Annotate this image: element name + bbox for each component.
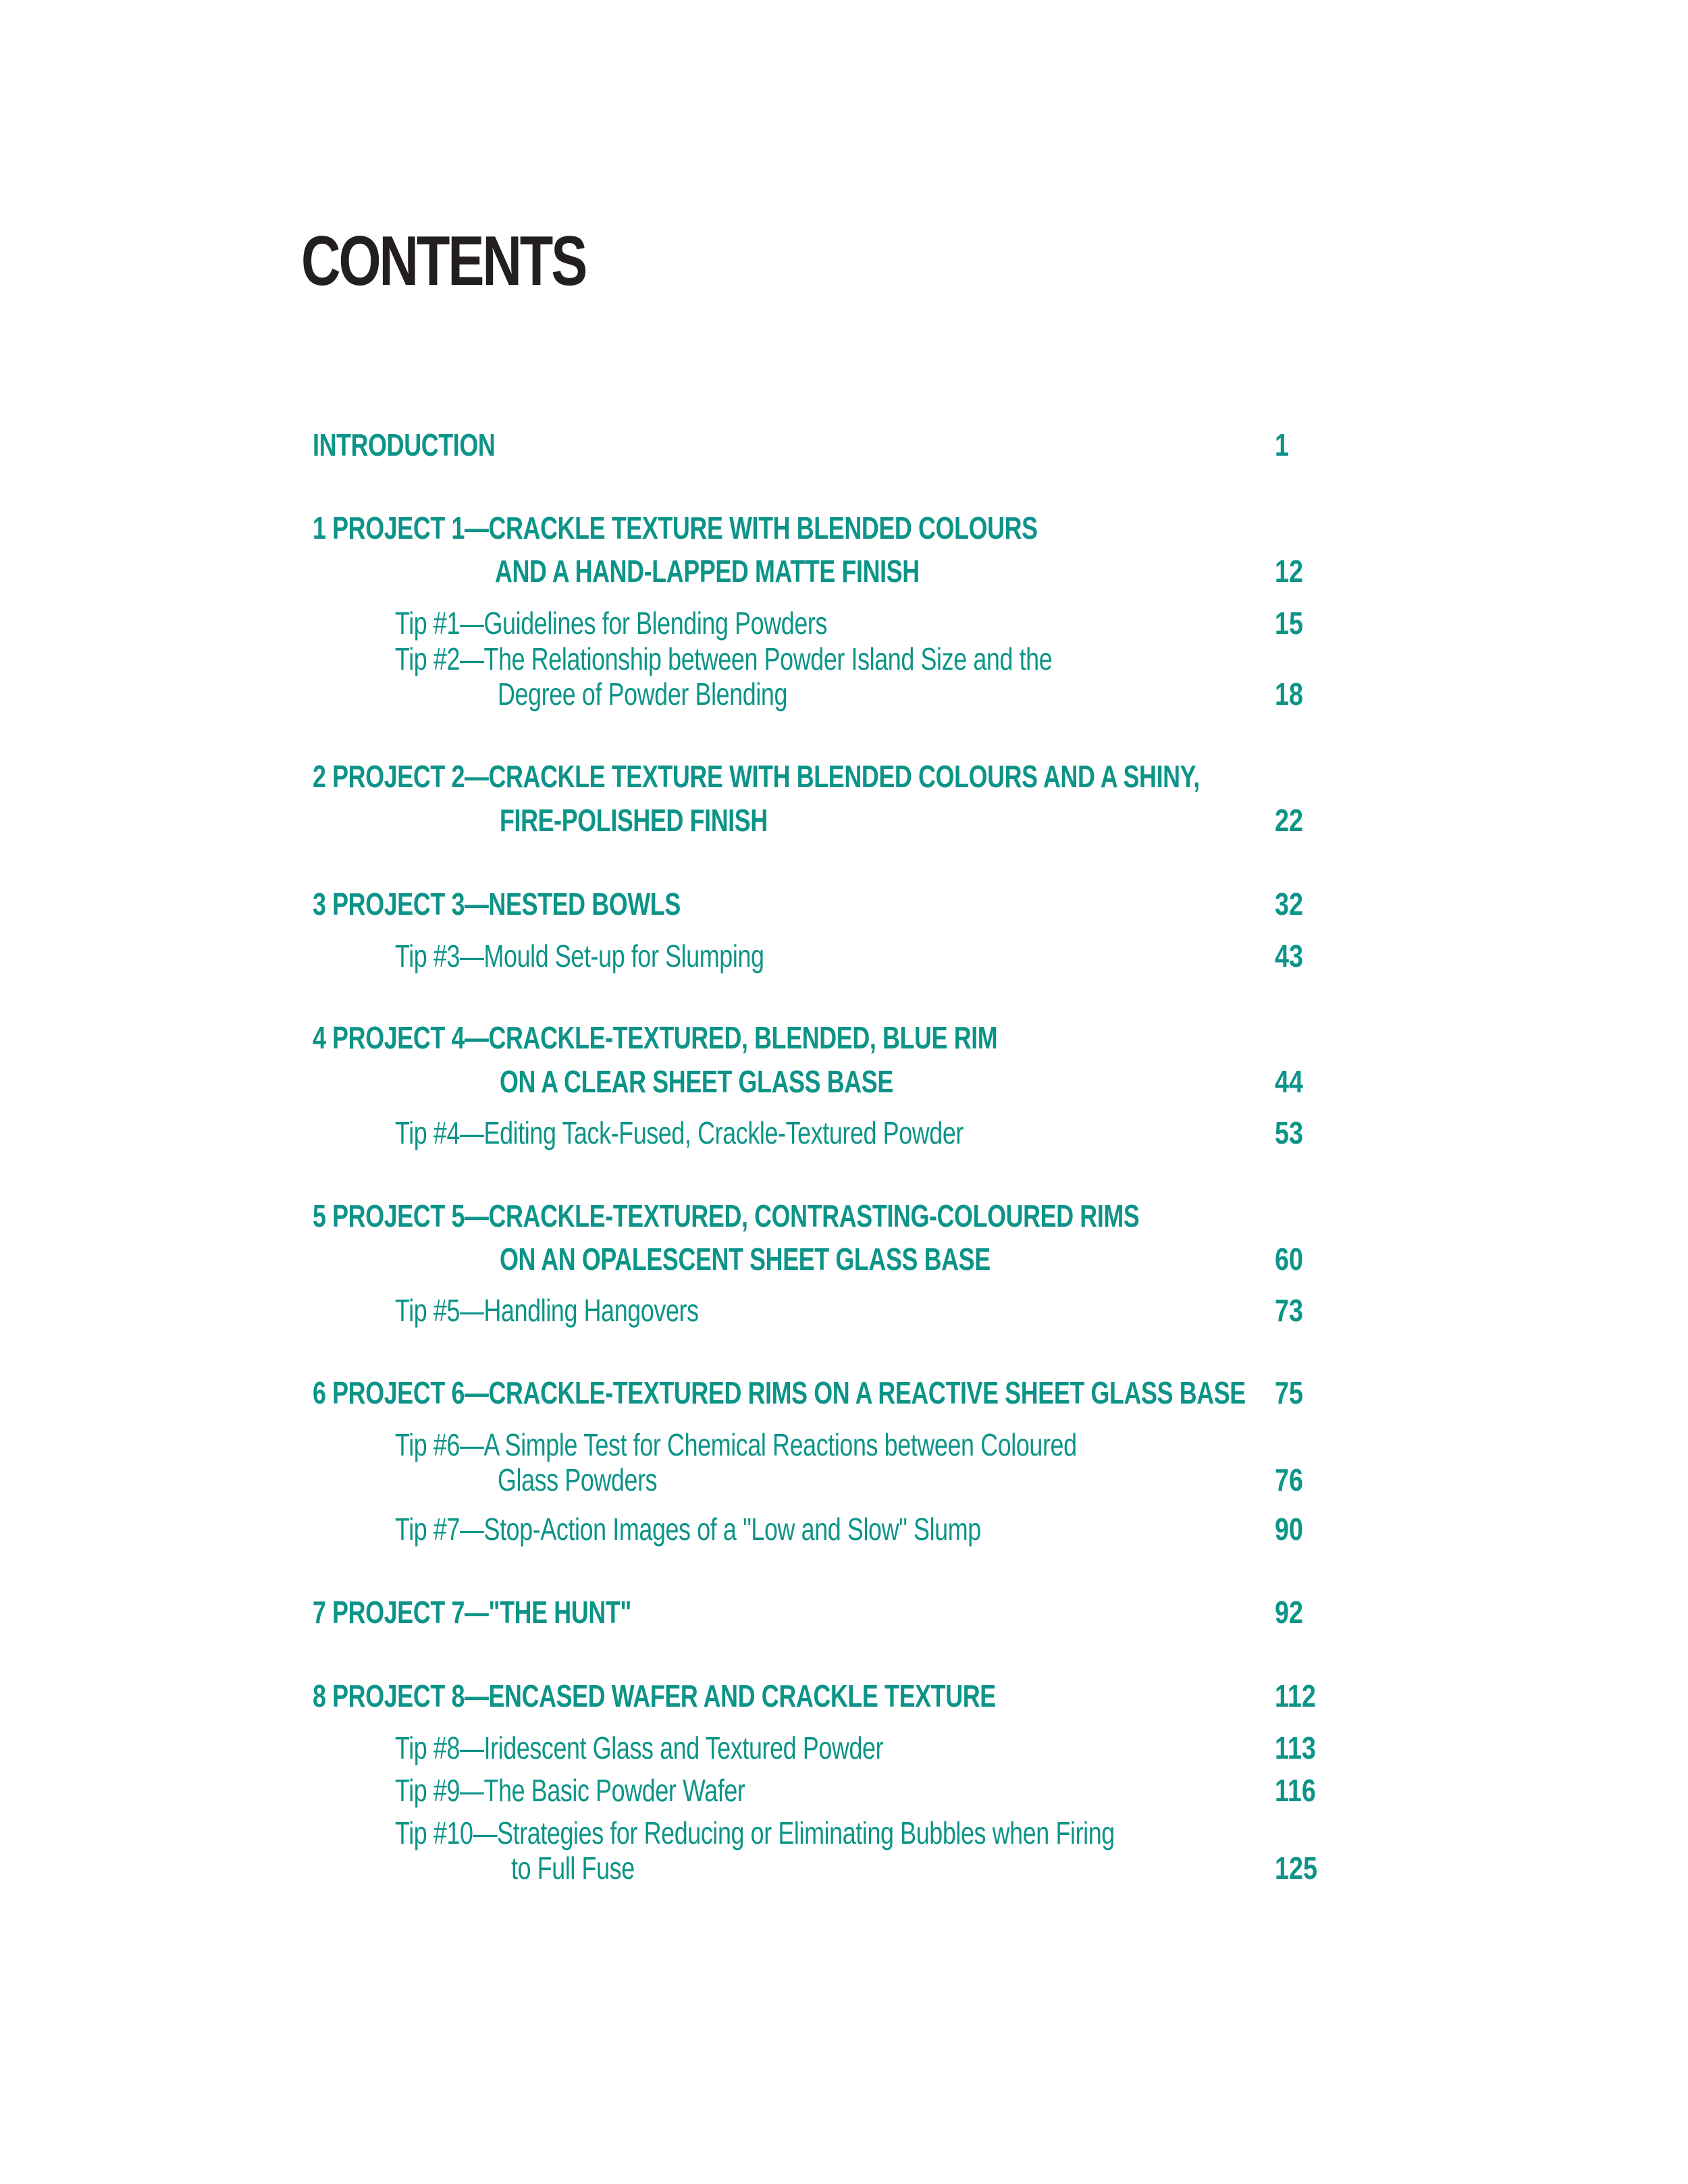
toc-entry-project-7[interactable]: 7 PROJECT 7—"THE HUNT" <box>313 1595 632 1630</box>
toc-entry-tip-6-continued[interactable]: Glass Powders <box>498 1462 658 1497</box>
toc-entry-tip-8[interactable]: Tip #8—Iridescent Glass and Textured Powder <box>395 1730 884 1765</box>
page-number: 15 <box>1275 606 1303 641</box>
toc-entry-tip-10[interactable]: Tip #10—Strategies for Reducing or Eliminating Bubbles when Firing <box>395 1815 1115 1850</box>
page-number: 75 <box>1275 1375 1303 1410</box>
toc-entry-tip-6[interactable]: Tip #6—A Simple Test for Chemical Reactions between Coloured <box>395 1427 1077 1462</box>
toc-entry-tip-5[interactable]: Tip #5—Handling Hangovers <box>395 1293 699 1328</box>
toc-entry-tip-2[interactable]: Tip #2—The Relationship between Powder Island Size and the <box>395 641 1053 676</box>
toc-entry-project-1[interactable]: 1 PROJECT 1—CRACKLE TEXTURE WITH BLENDED COLOURS <box>313 510 1038 545</box>
toc-entry-project-5[interactable]: 5 PROJECT 5—CRACKLE-TEXTURED, CONTRASTING-COLOURED RIMS <box>313 1198 1140 1233</box>
page-number: 76 <box>1275 1462 1303 1497</box>
toc-entry-tip-3[interactable]: Tip #3—Mould Set-up for Slumping <box>395 938 764 974</box>
page-number: 60 <box>1275 1242 1303 1277</box>
toc-entry-project-4-continued[interactable]: ON A CLEAR SHEET GLASS BASE <box>500 1064 893 1099</box>
page-number: 53 <box>1275 1115 1303 1150</box>
page-number: 113 <box>1275 1730 1316 1765</box>
toc-entry-tip-7[interactable]: Tip #7—Stop-Action Images of a "Low and Slow" Slump <box>395 1512 981 1547</box>
page-number: 1 <box>1275 427 1289 462</box>
toc-entry-introduction[interactable]: INTRODUCTION <box>313 427 496 462</box>
page-number: 125 <box>1275 1850 1317 1886</box>
page-number: 92 <box>1275 1595 1303 1630</box>
page-number: 44 <box>1275 1064 1303 1099</box>
toc-entry-project-3[interactable]: 3 PROJECT 3—NESTED BOWLS <box>313 886 681 922</box>
page-number: 18 <box>1275 676 1303 712</box>
toc-entry-project-5-continued[interactable]: ON AN OPALESCENT SHEET GLASS BASE <box>500 1242 991 1277</box>
toc-entry-tip-9[interactable]: Tip #9—The Basic Powder Wafer <box>395 1773 745 1808</box>
page-title: CONTENTS <box>301 222 586 300</box>
page-number: 73 <box>1275 1293 1303 1328</box>
toc-entry-project-6[interactable]: 6 PROJECT 6—CRACKLE-TEXTURED RIMS ON A REACTIVE SHEET GLASS BASE <box>313 1375 1246 1410</box>
toc-entry-tip-10-continued[interactable]: to Full Fuse <box>511 1850 635 1886</box>
page-number: 43 <box>1275 938 1303 974</box>
page-number: 12 <box>1275 554 1303 589</box>
page-number: 116 <box>1275 1773 1316 1808</box>
page-number: 32 <box>1275 886 1303 922</box>
page-number: 112 <box>1275 1678 1316 1713</box>
page-number: 90 <box>1275 1512 1303 1547</box>
toc-entry-project-4[interactable]: 4 PROJECT 4—CRACKLE-TEXTURED, BLENDED, BLUE RIM <box>313 1020 998 1055</box>
toc-entry-tip-4[interactable]: Tip #4—Editing Tack-Fused, Crackle-Textured Powder <box>395 1115 964 1150</box>
page-number: 22 <box>1275 803 1303 838</box>
toc-entry-tip-2-continued[interactable]: Degree of Powder Blending <box>498 676 788 712</box>
toc-entry-project-8[interactable]: 8 PROJECT 8—ENCASED WAFER AND CRACKLE TEXTURE <box>313 1678 996 1713</box>
toc-entry-project-1-continued[interactable]: AND A HAND-LAPPED MATTE FINISH <box>495 554 920 589</box>
toc-entry-project-2-continued[interactable]: FIRE-POLISHED FINISH <box>500 803 768 838</box>
toc-entry-project-2[interactable]: 2 PROJECT 2—CRACKLE TEXTURE WITH BLENDED COLOURS AND A SHINY, <box>313 759 1200 794</box>
toc-entry-tip-1[interactable]: Tip #1—Guidelines for Blending Powders <box>395 606 828 641</box>
